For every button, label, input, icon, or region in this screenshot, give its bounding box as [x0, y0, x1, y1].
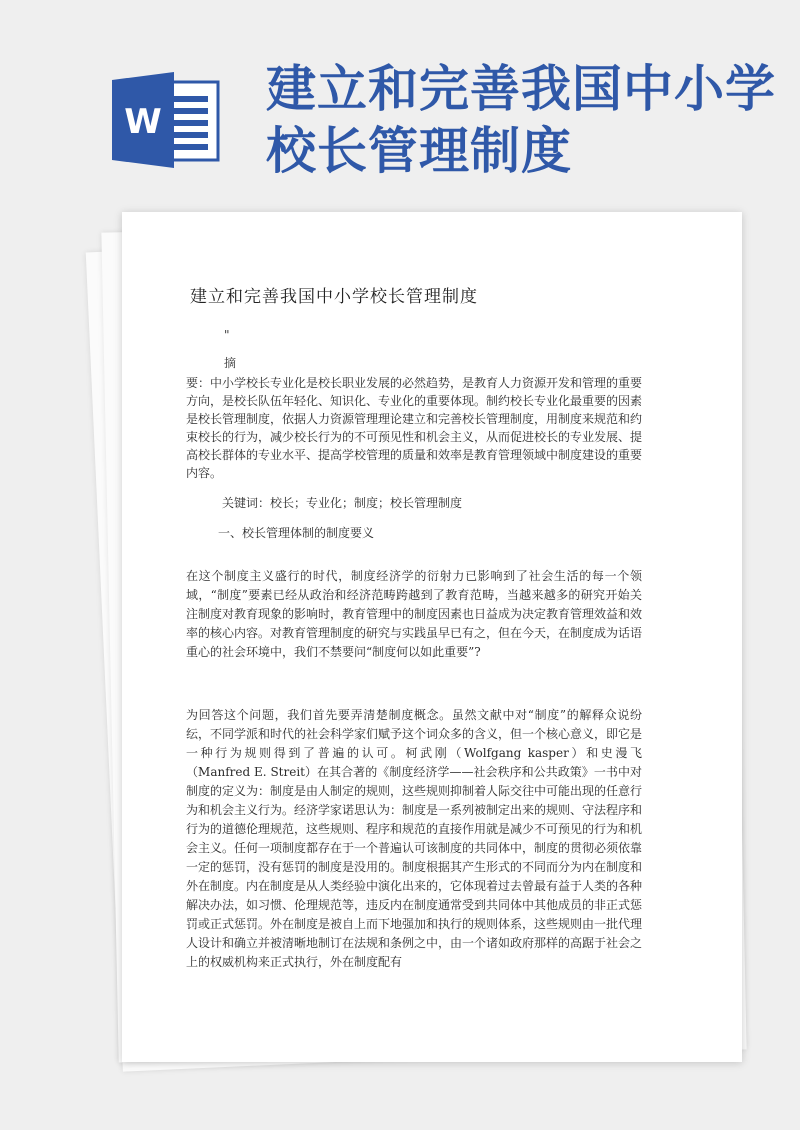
word-document-icon — [112, 72, 222, 168]
abstract-label: 摘 — [224, 356, 237, 370]
keywords-line: 关键词：校长；专业化；制度；校长管理制度 — [222, 496, 463, 510]
abstract-paragraph: 要：中小学校长专业化是校长职业发展的必然趋势，是教育人力资源开发和管理的重要方向，是校长队伍年轻化、知识化、专业化的重要体现。制约校长专业化最重要的因素是校长管理制度，依据人力资源管理理论建立和完善校长管理制度，用制度来规范和约束校长的行为，减少校长行为的不可预见性和机会主义，从而促进校长的专业发展、提高校长群体的专业水平、提高学校管理的质量和效率是教育管理领域中制度建设的重要内容。 — [186, 376, 643, 480]
section-heading: 一、校长管理体制的制度要义 — [218, 526, 375, 540]
quote-mark: " — [224, 328, 230, 342]
word-logo-letter: W — [124, 102, 162, 142]
document-title: 建立和完善我国中小学校长管理制度 — [190, 287, 478, 307]
body-paragraph: 在这个制度主义盛行的时代，制度经济学的衍射力已影响到了社会生活的每一个领域，“制度”要素已经从政治和经济范畴跨越到了教育范畴，当越来越多的研究开始关注制度对教育现象的影响时，教育管理中的制度因素也日益成为决定教育管理效益和效率的核心内容。对教育管理制度的研究与实践虽早已有之，但在今天，在制度成为话语重心的社会环境中，我们不禁要问“制度何以如此重要”? — [186, 569, 643, 659]
page-header — [0, 0, 800, 200]
document-page — [122, 212, 742, 1062]
page-headline: 建立和完善我国中小学校长管理制度 — [266, 59, 776, 180]
body-paragraph: 为回答这个问题，我们首先要弄清楚制度概念。虽然文献中对“制度”的解释众说纷纭，不同学派和时代的社会科学家们赋予这个词众多的含义，但一个核心意义，即它是一种行为规则得到了普遍的认可。柯武刚（Wolfgang kasper）和史漫飞 （Manfred E. Streit）在其合著的《制度经济学——社会秩序和公共政策》一书中对制度的定义为：制度是由人制定的规则，这些规则抑制着人际交往中可能出现的任意行为和机会主义行为。经济学家诺思认为：制度是一系列被制定出来的规则、守法程序和行为的道德伦理规范，这些规则、程序和规范的直接作用就是减少不可预见的行为和机会主义。任何一项制度都存在于一个普遍认可该制度的共同体中，制度的贯彻必须依靠一定的惩罚，没有惩罚的制度是没用的。制度根据其产生形式的不同而分为内在制度和外在制度。内在制度是从人类经验中演化出来的，它体现着过去曾最有益于人类的各种解决办法，如习惯、伦理规范等，违反内在制度通常受到共同体中其他成员的非正式惩罚或正式惩罚。外在制度是被自上而下地强加和执行的规则体系，这些规则由一批代理人设计和确立并被清晰地制订在法规和条例之中，由一个诸如政府那样的高踞于社会之上的权威机构来正式执行，外在制度配有 — [186, 708, 643, 969]
